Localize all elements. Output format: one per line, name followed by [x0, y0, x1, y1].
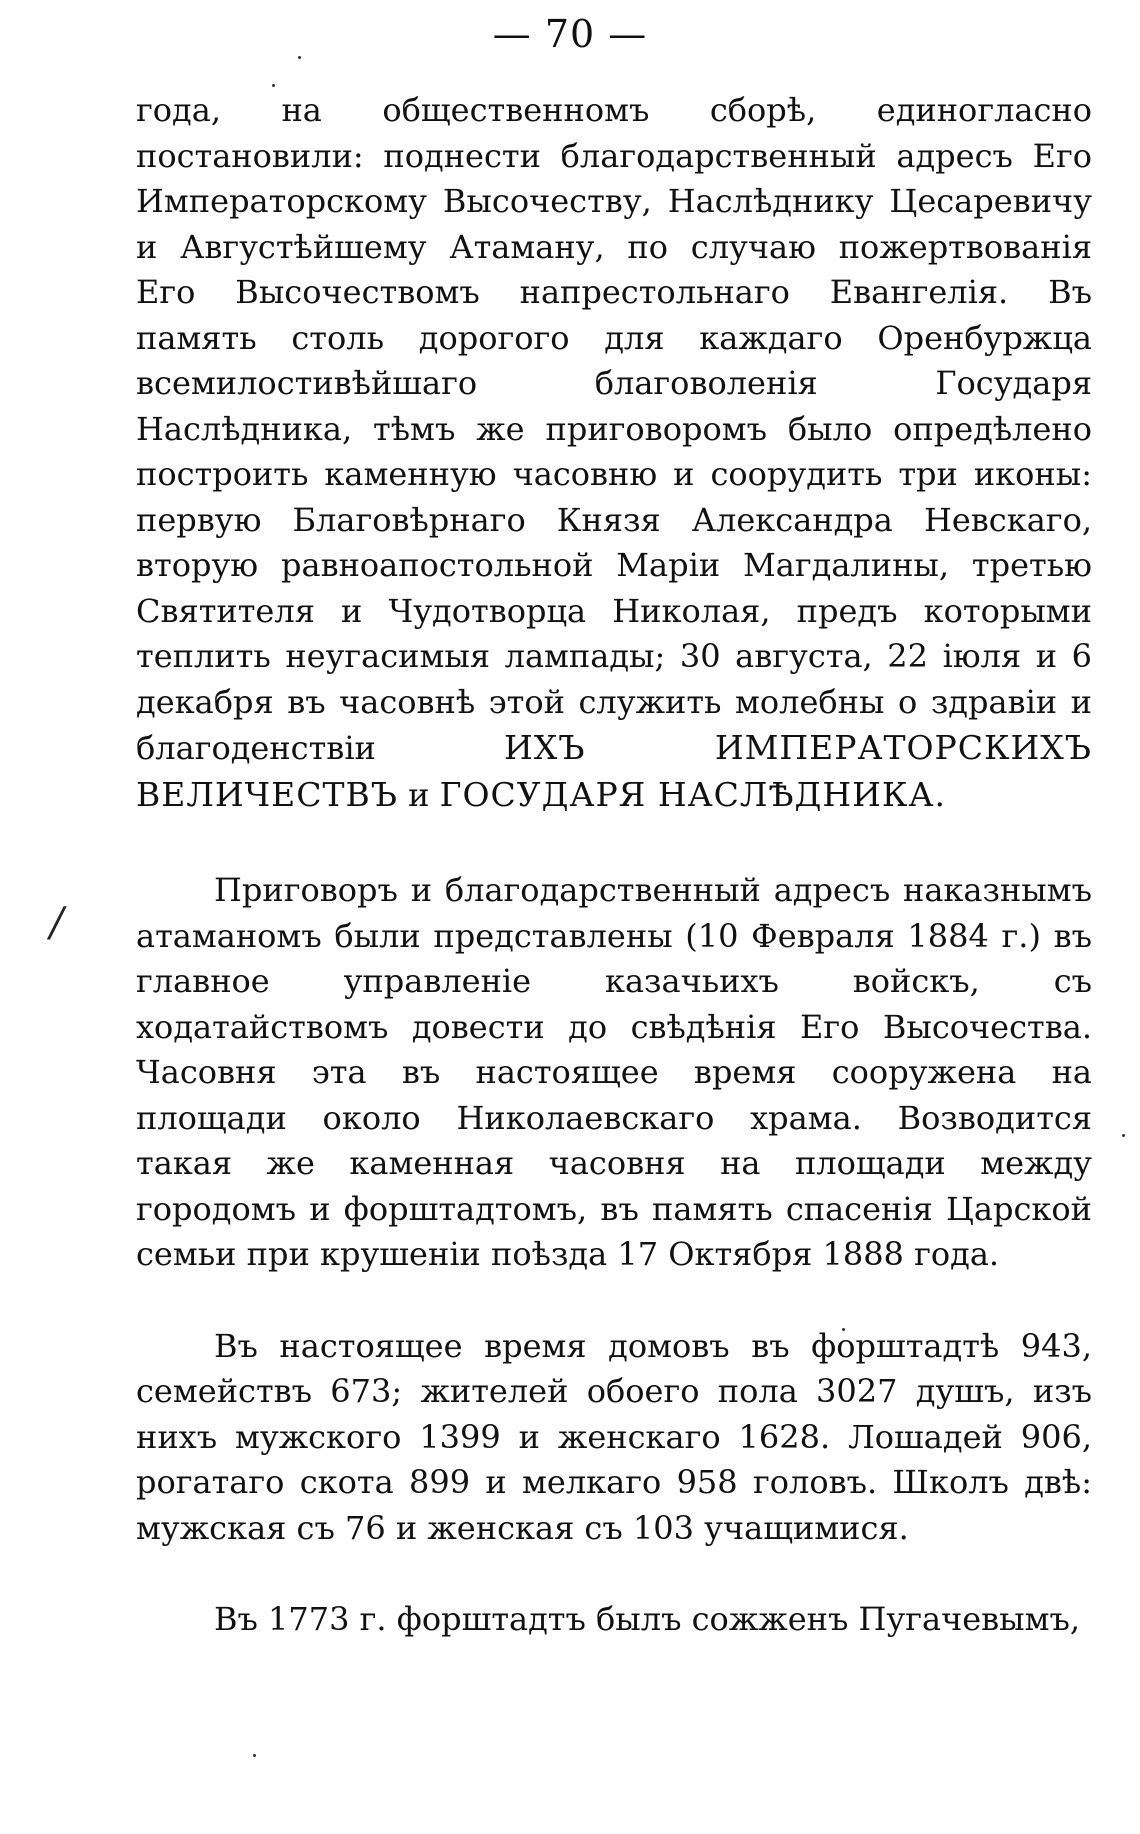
paragraph-4: Въ 1773 г. форштадтъ былъ сожженъ Пугачевымъ, — [214, 1600, 1081, 1638]
paragraph-1 — [136, 88, 1092, 818]
paragraph-1-emphasis: ИХЪ ИМПЕРАТОРСКИХЪ ВЕЛИЧЕСТВЪ — [136, 728, 1093, 814]
print-speck — [1122, 1134, 1125, 1137]
print-speck — [253, 1754, 256, 1757]
print-speck — [298, 56, 301, 59]
page-number: — 70 — — [492, 12, 648, 56]
margin-pencil-mark: / — [50, 900, 64, 946]
print-speck — [272, 84, 275, 87]
paragraph-1-connector: и — [397, 775, 440, 814]
paragraph-1-text: года, на общественномъ сборѣ, единогласно постановили: поднести благодарственный адресъ Его Императорскому Высочеству, Наслѣднику Цесаревичу и Августѣйшему Атаману, по случаю пожертвованія Его Высочествомъ напрестольнаго Евангелія. Въ память столь дорогого для каждаго Оренбуржца всемилостивѣйшаго благоволенія Государя Наслѣдника, тѣмъ же приговоромъ было опредѣлено построить каменную часовню и соорудить три иконы: первую Благовѣрнаго Князя Александра Невскаго, вторую равноапостольной Маріи Магдалины, третью Святителя и Чудотворца Николая, предъ которыми теплить неугасимыя лампады; 30 августа, 22 іюля и 6 декабря въ часовнѣ этой служить молебны о здравіи и благоденствіи — [136, 91, 1092, 767]
paragraph-2: Приговоръ и благодарственный адресъ наказнымъ атаманомъ были представлены (10 Февраля 1884 г.) въ главное управленіе казачьихъ войскъ, съ ходатайствомъ довести до свѣдѣнія Его Высочества. Часовня эта въ настоящее время сооружена на площади около Николаевскаго храма. Возводится такая же каменная часовня на площади между городомъ и форштадтомъ, въ память спасенія Царской семьи при крушеніи поѣзда 17 Октября 1888 года. — [136, 871, 1092, 1273]
paragraph-3: Въ настоящее время домовъ въ форштадтѣ 943, семействъ 673; жителей обоего пола 3027 душъ, изъ нихъ мужского 1399 и женскаго 1628. Лошадей 906, рогатаго скота 899 и мелкаго 958 головъ. Школъ двѣ: мужская съ 76 и женская съ 103 учащимися. — [136, 1326, 1092, 1547]
paragraph-1-emphasis-2: ГОСУДАРЯ НАСЛѢДНИКА — [439, 774, 935, 814]
body-text — [136, 88, 1092, 1643]
paragraph-1-end: . — [934, 774, 946, 814]
